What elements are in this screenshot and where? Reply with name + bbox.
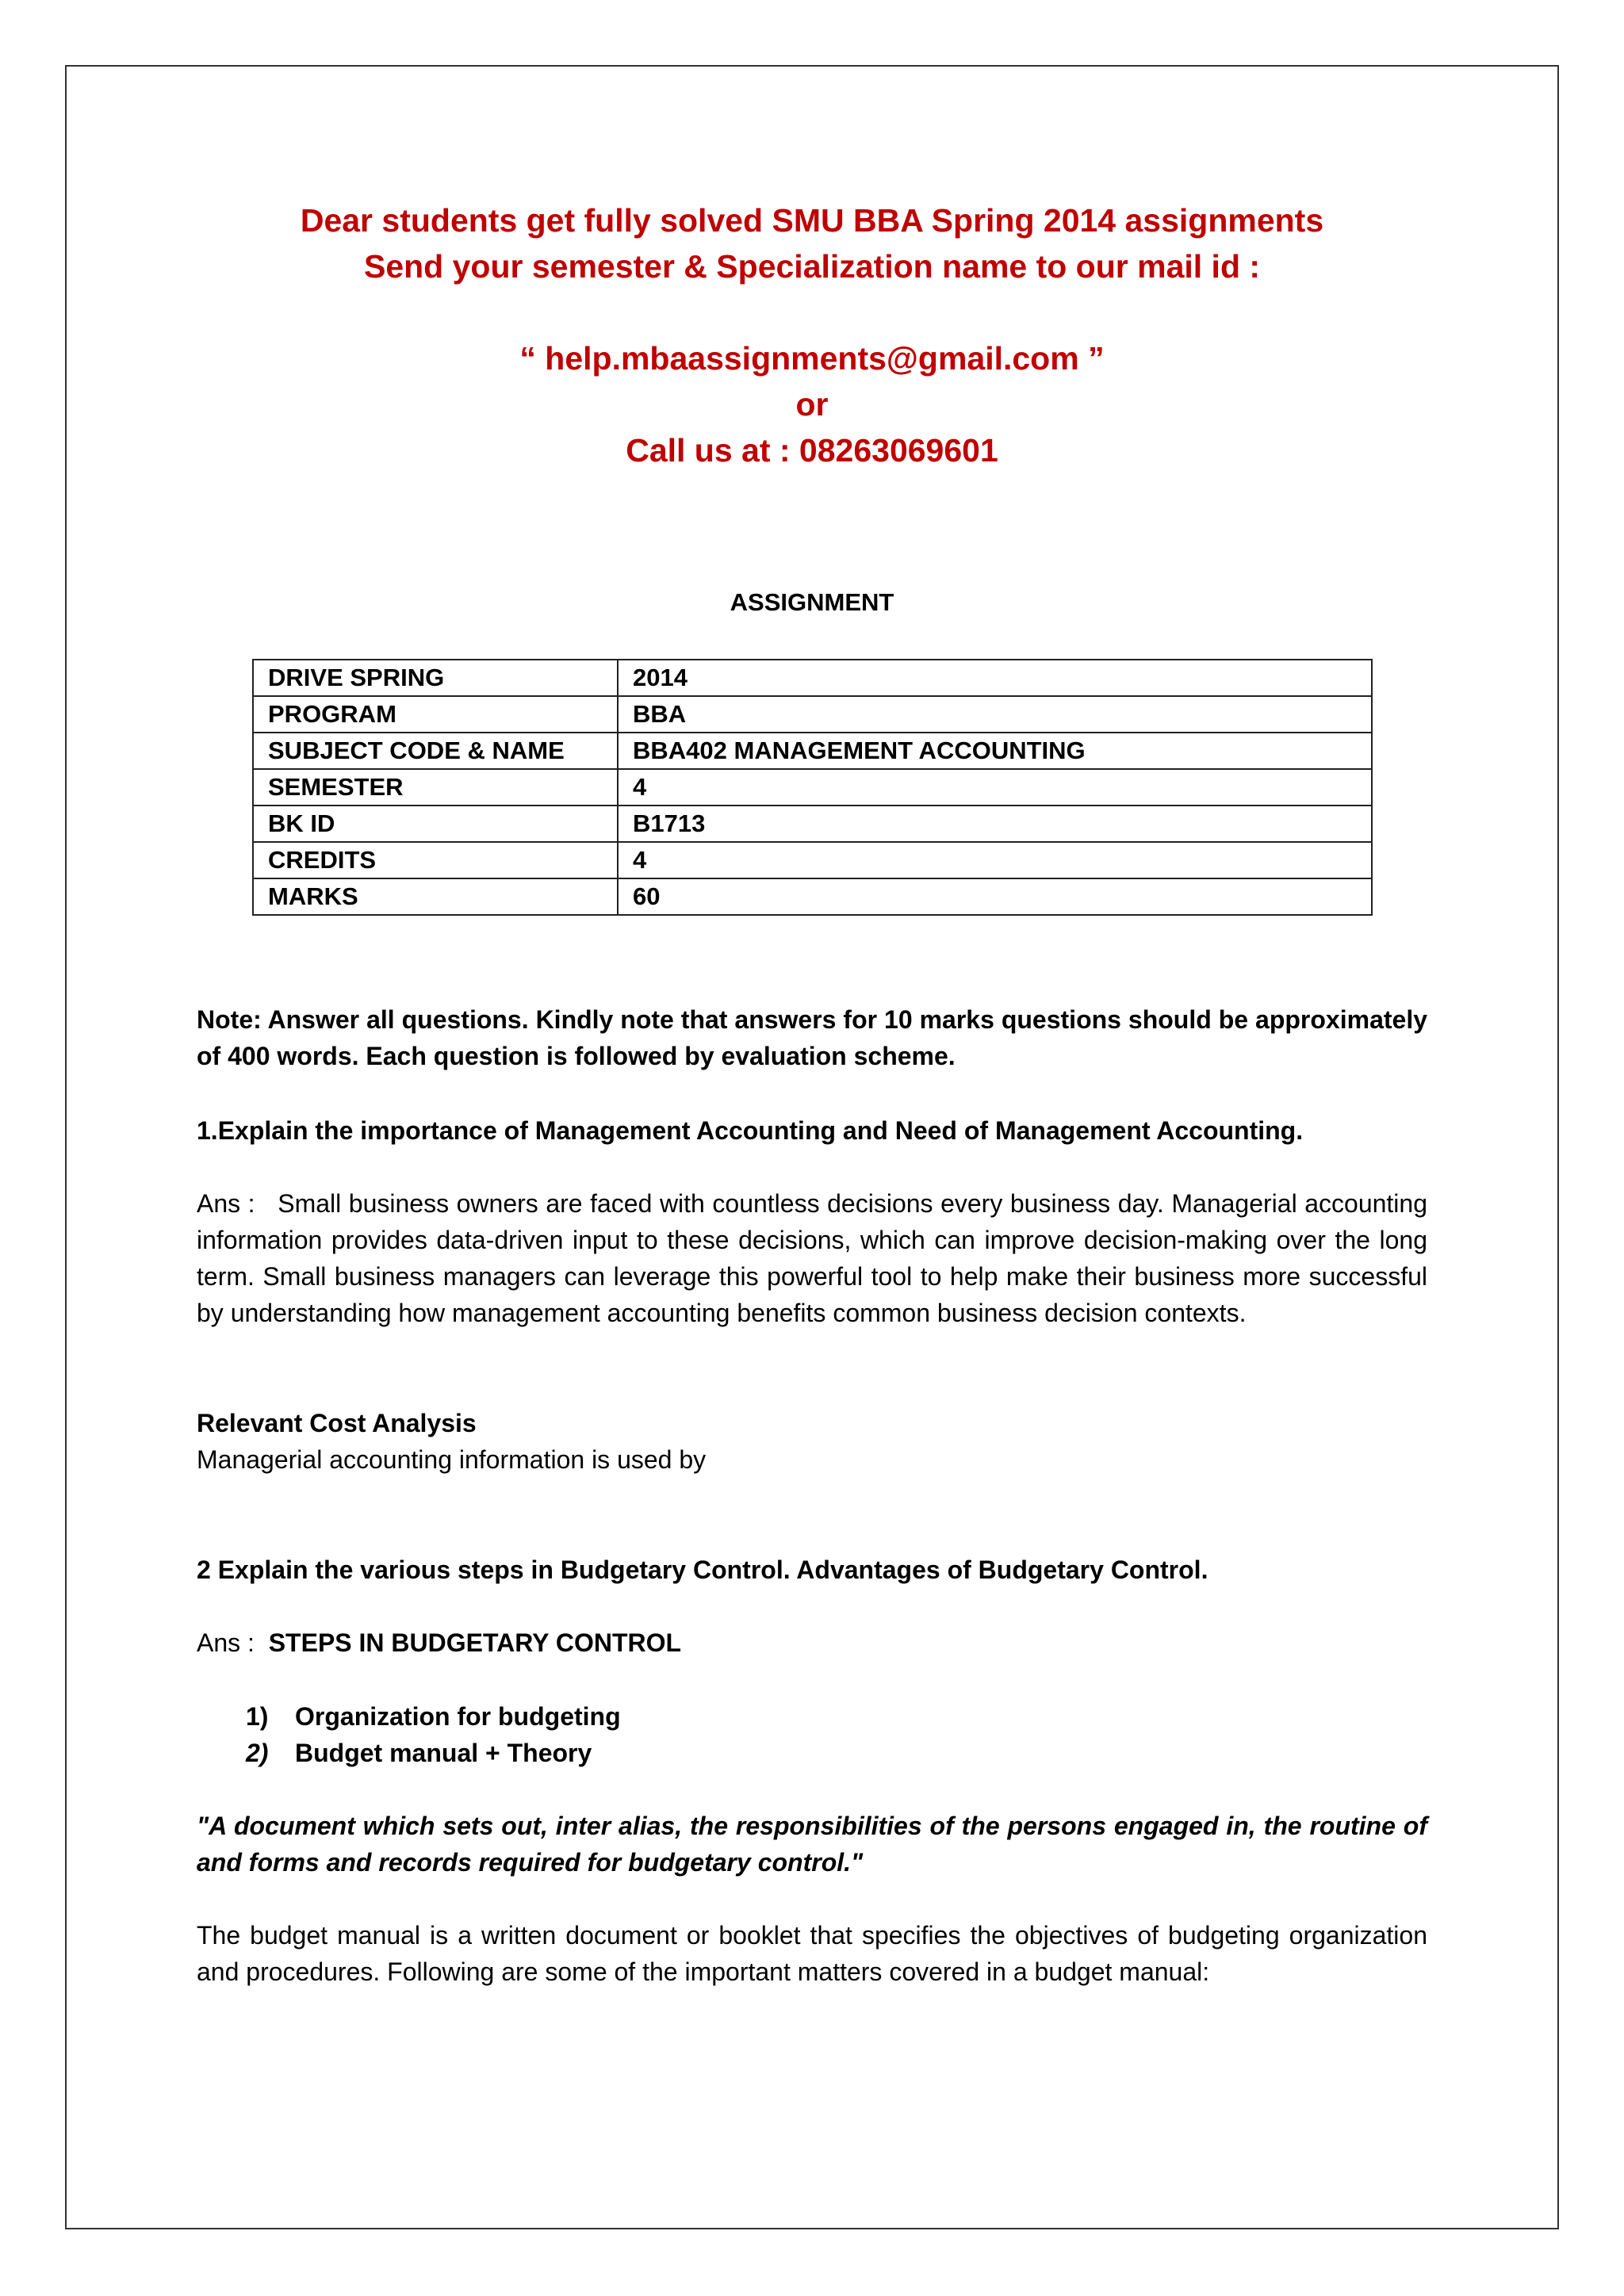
list-item: [246, 1735, 621, 1771]
table-cell-label: BK ID: [253, 806, 618, 842]
table-row: [253, 696, 1372, 733]
contact-or: or: [795, 386, 829, 423]
budget-manual-paragraph: The budget manual is a written document or booklet that specifies the objectives of budgeting organization and procedures. Following are some of the important matters covered in a budget manual:: [197, 1921, 1427, 1986]
table-row: [253, 806, 1372, 842]
subheading-relevant-cost: Relevant Cost Analysis: [197, 1409, 477, 1437]
table-cell-label: DRIVE SPRING: [253, 660, 618, 696]
answer-2-heading: [197, 1624, 1427, 1661]
answer-prefix: Ans :: [197, 1189, 255, 1218]
list-item-text: Budget manual + Theory: [295, 1739, 592, 1767]
list-item-number: 2): [246, 1739, 269, 1767]
subheading-text: Managerial accounting information is used by: [197, 1445, 707, 1474]
contact-phone: Call us at : 08263069601: [626, 432, 998, 469]
table-row: [253, 878, 1372, 915]
table-cell-value: 60: [618, 878, 1372, 915]
list-item-number: 1): [246, 1702, 269, 1731]
list-item: [246, 1698, 621, 1735]
table-row: [253, 842, 1372, 878]
assignment-title: ASSIGNMENT: [730, 588, 894, 616]
question-2: 2 Explain the various steps in Budgetary Control. Advantages of Budgetary Control.: [197, 1556, 1208, 1584]
table-cell-label: SEMESTER: [253, 769, 618, 806]
assignment-info-table: [252, 659, 1373, 916]
steps-list: [246, 1698, 621, 1771]
answer-prefix: Ans :: [197, 1628, 255, 1657]
table-row: [253, 769, 1372, 806]
table-cell-label: SUBJECT CODE & NAME: [253, 733, 618, 769]
steps-heading: STEPS IN BUDGETARY CONTROL: [268, 1628, 682, 1657]
table-cell-label: PROGRAM: [253, 696, 618, 733]
table-row: [253, 733, 1372, 769]
table-cell-label: CREDITS: [253, 842, 618, 878]
table-cell-value: BBA: [618, 696, 1372, 733]
list-item-text: Organization for budgeting: [295, 1702, 621, 1731]
table-cell-label: MARKS: [253, 878, 618, 915]
answer-1: [197, 1185, 1427, 1331]
note-paragraph: Note: Answer all questions. Kindly note that answers for 10 marks questions should be approximately of 400 words. Each question is followed by evaluation scheme.: [197, 1005, 1427, 1070]
table-row: [253, 660, 1372, 696]
contact-block: [65, 335, 1559, 473]
answer-1-text: Small business owners are faced with countless decisions every business day. Managerial accounting information provides data-driven input to these decisions, which can improve decision-making over the long term. Small business managers can leverage this powerful tool to help make their business more successful by understanding how management accounting benefits common business decision contexts.: [197, 1189, 1428, 1327]
table-cell-value: 2014: [618, 660, 1372, 696]
contact-email: “ help.mbaassignments@gmail.com ”: [519, 340, 1105, 377]
table-cell-value: 4: [618, 769, 1372, 806]
promo-header: [65, 197, 1559, 289]
table-cell-value: 4: [618, 842, 1372, 878]
promo-line-1: Dear students get fully solved SMU BBA Spring 2014 assignments: [300, 202, 1324, 239]
question-1: 1.Explain the importance of Management Accounting and Need of Management Accounting.: [197, 1116, 1304, 1145]
table-cell-value: B1713: [618, 806, 1372, 842]
promo-line-2: Send your semester & Specialization name to our mail id :: [363, 248, 1261, 285]
table-cell-value: BBA402 MANAGEMENT ACCOUNTING: [618, 733, 1372, 769]
budget-manual-quote: "A document which sets out, inter alias, the responsibilities of the persons engaged in, the routine of and forms and records required for budgetary control.": [197, 1812, 1427, 1877]
